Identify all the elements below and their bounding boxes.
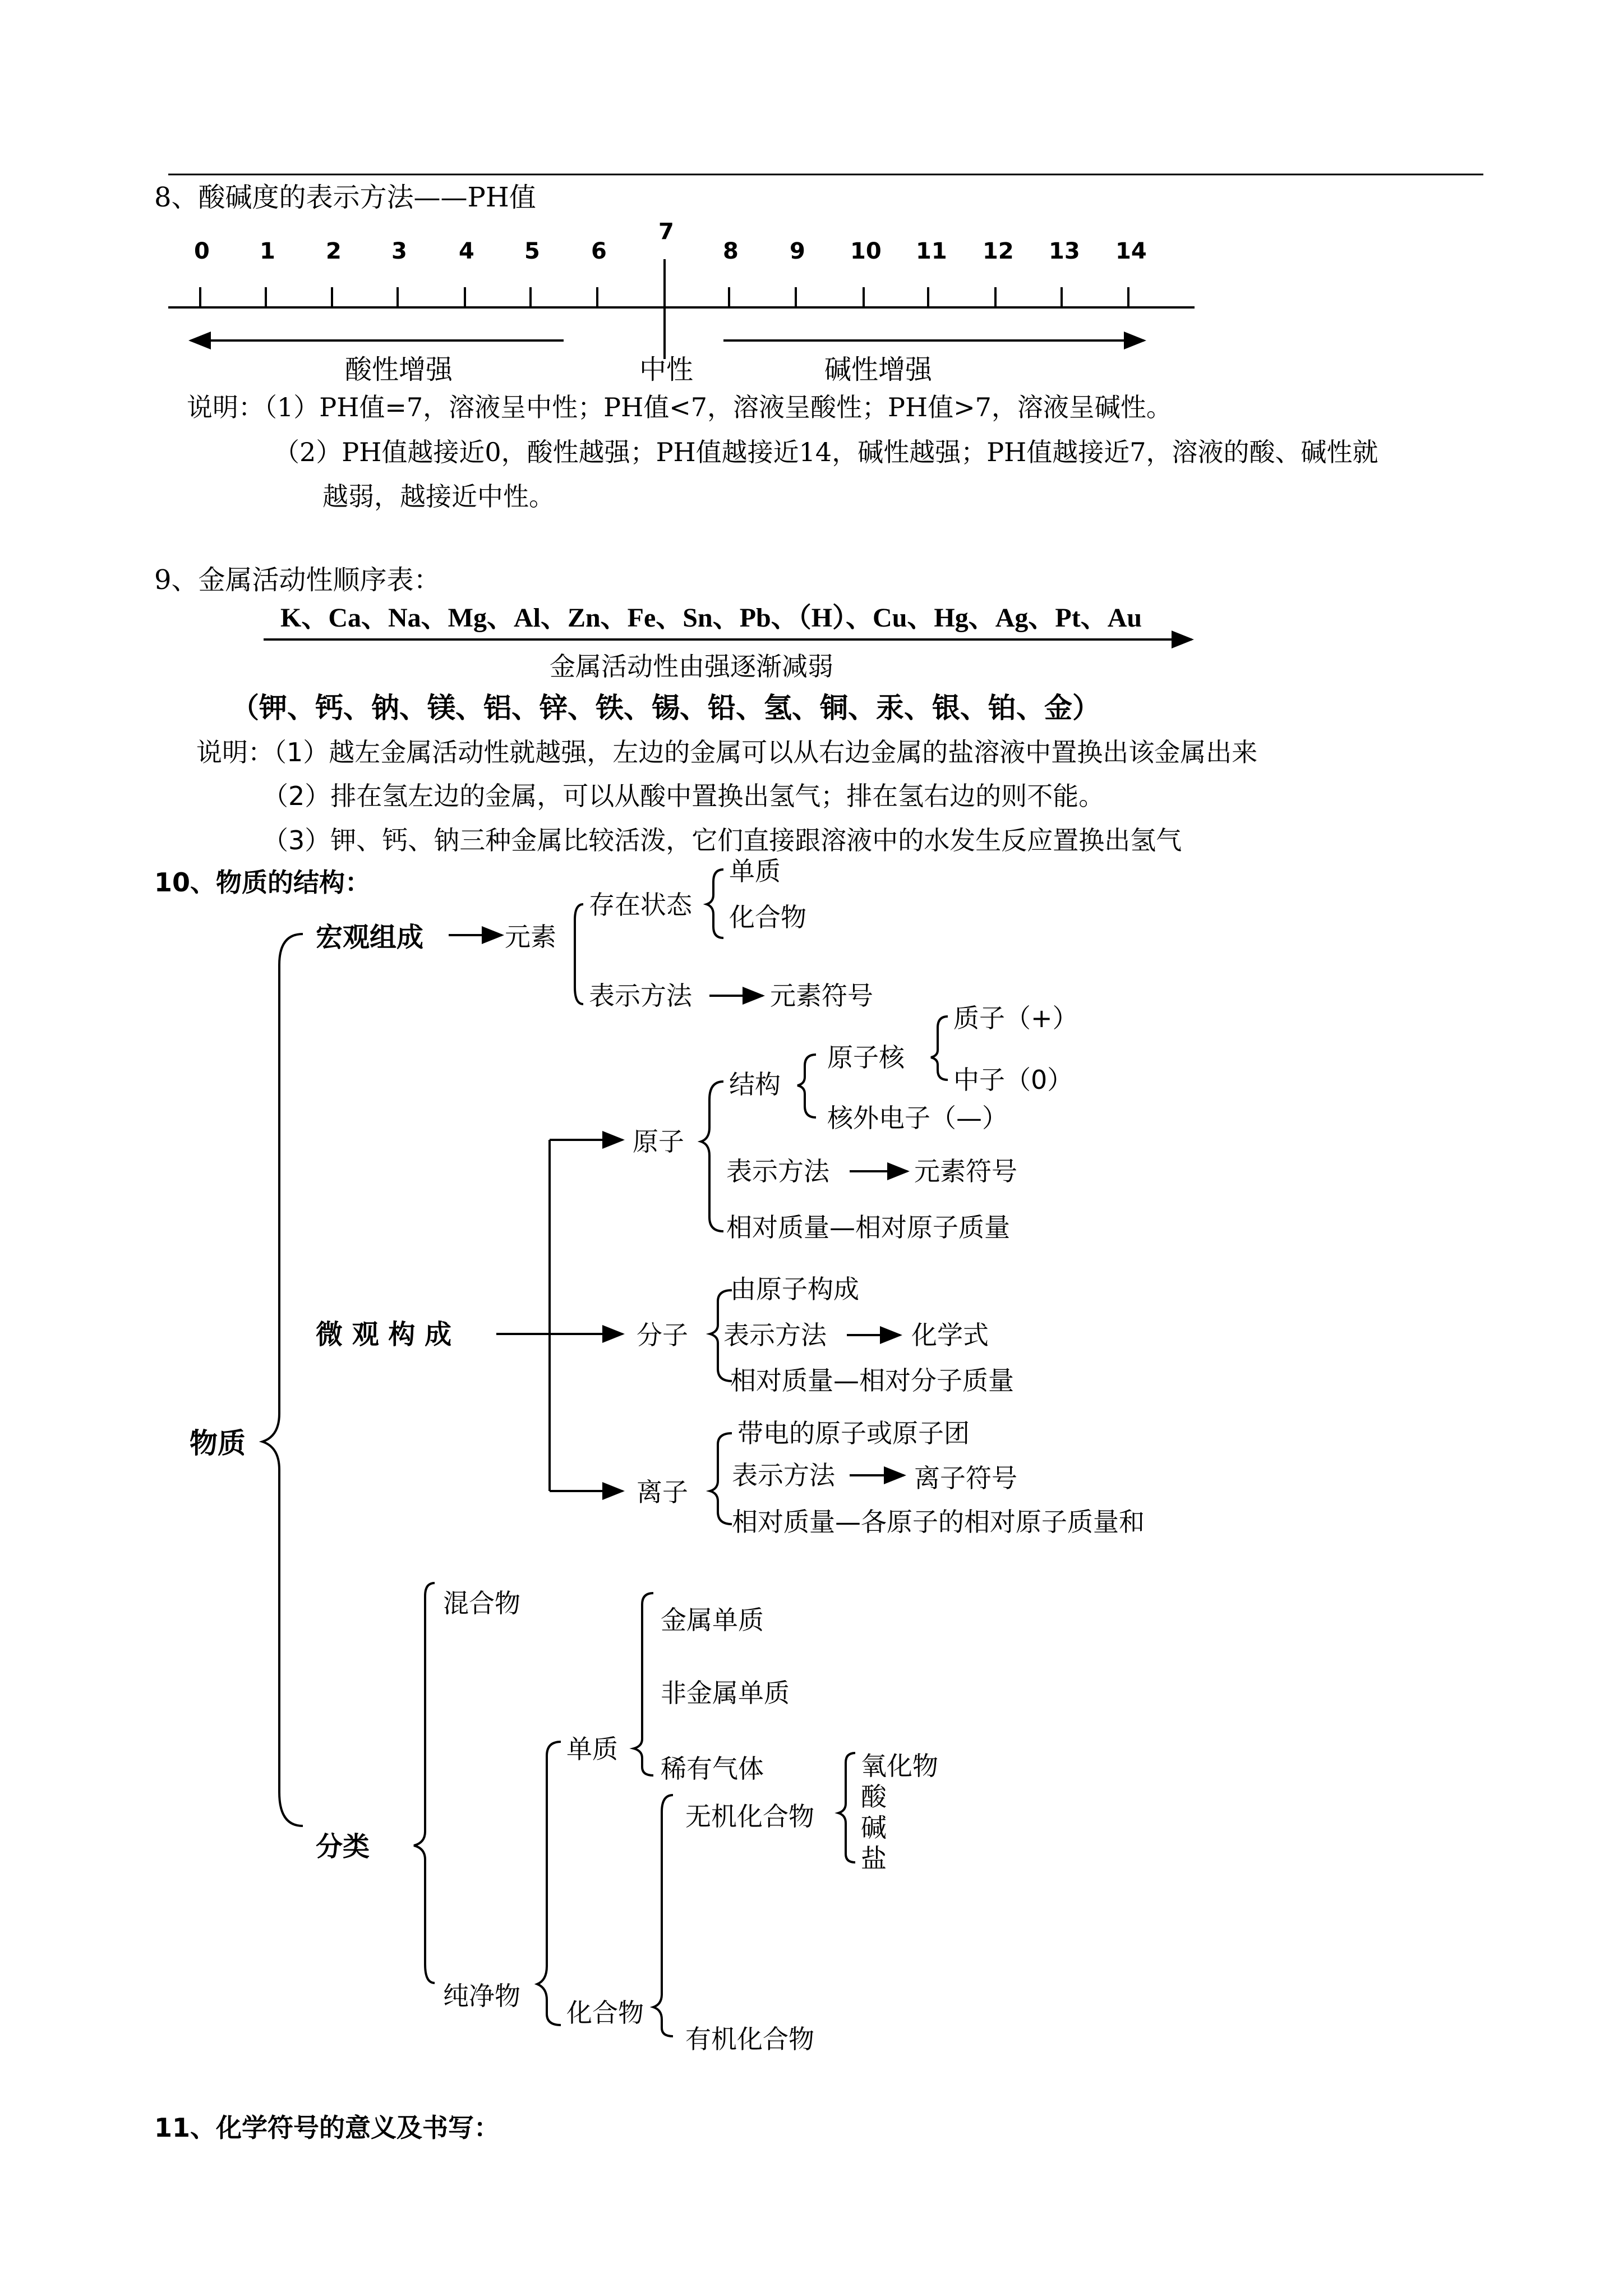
ph-tick-label: 7 (658, 219, 674, 245)
classify-label: 分类 (316, 1831, 370, 1862)
neutral-label: 中性 (639, 354, 694, 385)
simple-label: 单质 (729, 856, 781, 886)
macro-label: 宏观组成 (316, 922, 424, 953)
metal-series: K、Ca、Na、Mg、Al、Zn、Fe、Sn、Pb、（H）、Cu、Hg、Ag、Pt、Au (280, 603, 1142, 633)
ph-tick-label: 4 (459, 238, 474, 264)
ph-ticks (200, 259, 1128, 359)
noble-gas-label: 稀有气体 (661, 1754, 764, 1784)
compound-label: 化合物 (729, 902, 806, 932)
pure-label: 纯净物 (443, 1981, 520, 2011)
ph-tick-label: 12 (983, 238, 1014, 264)
acid-label: 酸性增强 (345, 354, 453, 385)
ph-tick-label: 5 (524, 238, 540, 264)
sec9-heading: 9、金属活动性顺序表： (154, 564, 441, 596)
ph-tick-label: 2 (326, 238, 342, 264)
ph-tick-label: 11 (916, 238, 947, 264)
base-type-label: 碱 (861, 1812, 887, 1843)
molecule-formula-label: 化学式 (911, 1320, 989, 1350)
root-brace (262, 934, 303, 1826)
ph-note-1: 说明：（1）PH值=7，溶液呈中性；PH值<7，溶液呈酸性；PH值>7，溶液呈碱性。 (187, 392, 1172, 422)
organic-label: 有机化合物 (685, 2024, 814, 2054)
molecule-made-label: 由原子构成 (730, 1274, 859, 1304)
ph-note-2a: （2）PH值越接近0，酸性越强；PH值越接近14，碱性越强；PH值越接近7，溶液的酸、碱性就 (274, 437, 1378, 467)
salt-label: 盐 (861, 1843, 887, 1874)
compound-substance-label: 化合物 (566, 1998, 644, 2028)
ion-label: 离子 (637, 1477, 688, 1507)
molecule-mass-label: 相对质量—相对分子质量 (730, 1365, 1014, 1396)
nonmetal-simple-label: 非金属单质 (661, 1678, 790, 1708)
metal-chinese-names: （钾、钙、钠、镁、铝、锌、铁、锡、铅、氢、铜、汞、银、铂、金） (231, 692, 1100, 724)
ph-tick-label: 6 (591, 238, 607, 264)
molecule-repr-label: 表示方法 (723, 1320, 827, 1350)
ion-mass-label: 相对质量—各原子的相对原子质量和 (732, 1507, 1145, 1537)
ph-tick-label: 3 (391, 238, 407, 264)
sec11-heading: 11、化学符号的意义及书写： (154, 2113, 500, 2143)
root-label: 物质 (190, 1427, 246, 1460)
metal-note-3: （3）钾、钙、钠三种金属比较活泼，它们直接跟溶液中的水发生反应置换出氢气 (262, 825, 1182, 855)
ion-charged-label: 带电的原子或原子团 (737, 1418, 970, 1448)
molecule-label: 分子 (637, 1320, 688, 1350)
ph-tick-label: 1 (260, 238, 275, 264)
ph-tick-label: 0 (194, 238, 210, 264)
simple-substance-label: 单质 (566, 1734, 618, 1764)
activity-label: 金属活动性由强逐渐减弱 (550, 651, 833, 682)
atom-mass-label: 相对质量—相对原子质量 (726, 1212, 1010, 1243)
ph-tick-label: 13 (1049, 238, 1080, 264)
base-label: 碱性增强 (824, 354, 933, 385)
electron-label: 核外电子（—） (827, 1103, 1008, 1133)
sec8-heading: 8、酸碱度的表示方法——PH值 (154, 182, 536, 213)
atom-label: 原子 (633, 1126, 684, 1157)
atom-structure-label: 结构 (729, 1069, 781, 1099)
sec10-heading: 10、物质的结构： (154, 867, 371, 898)
nucleus-label: 原子核 (827, 1042, 905, 1073)
micro-label: 微 观 构 成 (316, 1319, 452, 1350)
inorganic-label: 无机化合物 (685, 1801, 814, 1832)
ion-symbol-label: 离子符号 (914, 1463, 1017, 1493)
element-repr-label: 表示方法 (589, 981, 692, 1011)
atom-symbol-label: 元素符号 (914, 1156, 1017, 1186)
ph-tick-label: 9 (790, 238, 805, 264)
proton-label: 质子（+） (953, 1003, 1078, 1033)
acid-type-label: 酸 (861, 1782, 887, 1812)
element-symbol-label: 元素符号 (770, 981, 873, 1011)
oxide-label: 氧化物 (861, 1751, 938, 1781)
classify-brace (414, 1583, 435, 1983)
ion-repr-label: 表示方法 (732, 1460, 835, 1490)
ph-note-2b: 越弱，越接近中性。 (322, 481, 555, 512)
metal-simple-label: 金属单质 (661, 1605, 764, 1635)
metal-note-1: 说明：（1）越左金属活动性就越强，左边的金属可以从右边金属的盐溶液中置换出该金属出来 (196, 737, 1258, 767)
mixture-label: 混合物 (443, 1588, 520, 1618)
ph-tick-label: 8 (723, 238, 739, 264)
metal-note-2: （2）排在氢左边的金属，可以从酸中置换出氢气；排在氢右边的则不能。 (262, 781, 1105, 811)
atom-repr-label: 表示方法 (726, 1156, 829, 1186)
element-label: 元素 (505, 922, 556, 952)
ph-tick-label: 14 (1115, 238, 1147, 264)
ph-tick-label: 10 (850, 238, 882, 264)
neutron-label: 中子（0） (953, 1065, 1073, 1095)
exist-state-label: 存在状态 (589, 890, 692, 920)
